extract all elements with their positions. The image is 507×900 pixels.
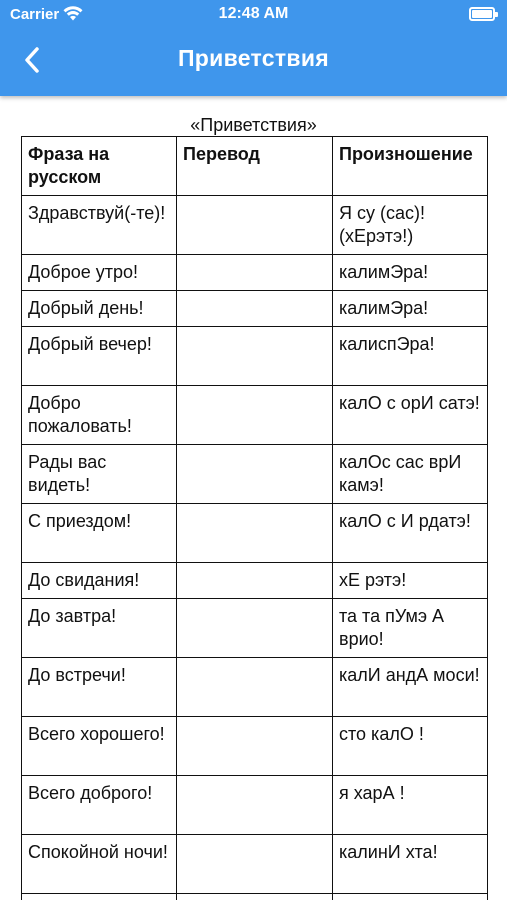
cell-translation <box>177 835 333 894</box>
cell-translation <box>177 658 333 717</box>
table-row <box>22 255 488 291</box>
cell-phrase: Всего хорошего! <box>22 717 177 776</box>
table-row <box>22 291 488 327</box>
cell-phrase: Спокойной ночи! <box>22 835 177 894</box>
table-row <box>22 445 488 504</box>
cell-pronunciation: калОс сас врИ камэ! <box>333 445 488 504</box>
phrase-table <box>21 136 488 900</box>
table-row <box>22 563 488 599</box>
header-translation: Перевод <box>177 137 333 196</box>
header-pronunciation: Произношение <box>333 137 488 196</box>
cell-translation <box>177 894 333 900</box>
cell-translation <box>177 776 333 835</box>
header-russian-phrase: Фраза на русском <box>22 137 177 196</box>
table-row <box>22 717 488 776</box>
cell-pronunciation: калО с И рдатэ! <box>333 504 488 563</box>
cell-phrase: Доброе утро! <box>22 255 177 291</box>
table-row <box>22 835 488 894</box>
cell-translation <box>177 717 333 776</box>
cell-translation <box>177 504 333 563</box>
cell-phrase: До завтра! <box>22 599 177 658</box>
content-area[interactable] <box>0 96 507 900</box>
status-time: 12:48 AM <box>218 5 289 22</box>
navigation-bar <box>0 28 507 94</box>
cell-pronunciation: та та пУмэ А врио! <box>333 599 488 658</box>
cell-translation <box>177 386 333 445</box>
cell-pronunciation: калИ андА моси! <box>333 658 488 717</box>
cell-phrase: Рады вас видеть! <box>22 445 177 504</box>
cell-translation <box>177 255 333 291</box>
status-bar <box>0 0 507 28</box>
table-row <box>22 658 488 717</box>
table-row <box>22 776 488 835</box>
cell-pronunciation: Я су (сас)! (хЕрэтэ!) <box>333 196 488 255</box>
cell-pronunciation: калО с орИ сатэ! <box>333 386 488 445</box>
cell-pronunciation: калинИ хта! <box>333 835 488 894</box>
table-caption: «Приветствия» <box>190 115 317 135</box>
table-row <box>22 196 488 255</box>
cell-translation <box>177 563 333 599</box>
cell-phrase: С приездом! <box>22 504 177 563</box>
app-header <box>0 0 507 96</box>
cell-phrase: До встречи! <box>22 658 177 717</box>
cell-translation <box>177 196 333 255</box>
cell-phrase: Добро пожаловать! <box>22 386 177 445</box>
cell-translation <box>177 291 333 327</box>
cell-pronunciation: хЕ рэтэ! <box>333 563 488 599</box>
cell-translation <box>177 599 333 658</box>
cell-pronunciation: я харА ! <box>333 776 488 835</box>
cell-phrase: Добрый день! <box>22 291 177 327</box>
cell-phrase <box>22 894 177 900</box>
battery-icon <box>469 7 495 21</box>
cell-phrase: Здравствуй(-те)! <box>22 196 177 255</box>
cell-phrase: Добрый вечер! <box>22 327 177 386</box>
cell-pronunciation: сто калО ! <box>333 717 488 776</box>
cell-phrase: До свидания! <box>22 563 177 599</box>
cell-pronunciation: калимЭра! <box>333 255 488 291</box>
table-header-row <box>22 137 488 196</box>
page-title: Приветствия <box>177 45 330 71</box>
table-row <box>22 386 488 445</box>
table-row <box>22 894 488 900</box>
cell-translation <box>177 327 333 386</box>
cell-pronunciation <box>333 894 488 900</box>
cell-pronunciation: калиспЭра! <box>333 327 488 386</box>
table-row <box>22 599 488 658</box>
carrier-label: Carrier <box>10 6 60 23</box>
cell-phrase: Всего доброго! <box>22 776 177 835</box>
cell-pronunciation: калимЭра! <box>333 291 488 327</box>
table-row <box>22 327 488 386</box>
cell-translation <box>177 445 333 504</box>
table-row <box>22 504 488 563</box>
